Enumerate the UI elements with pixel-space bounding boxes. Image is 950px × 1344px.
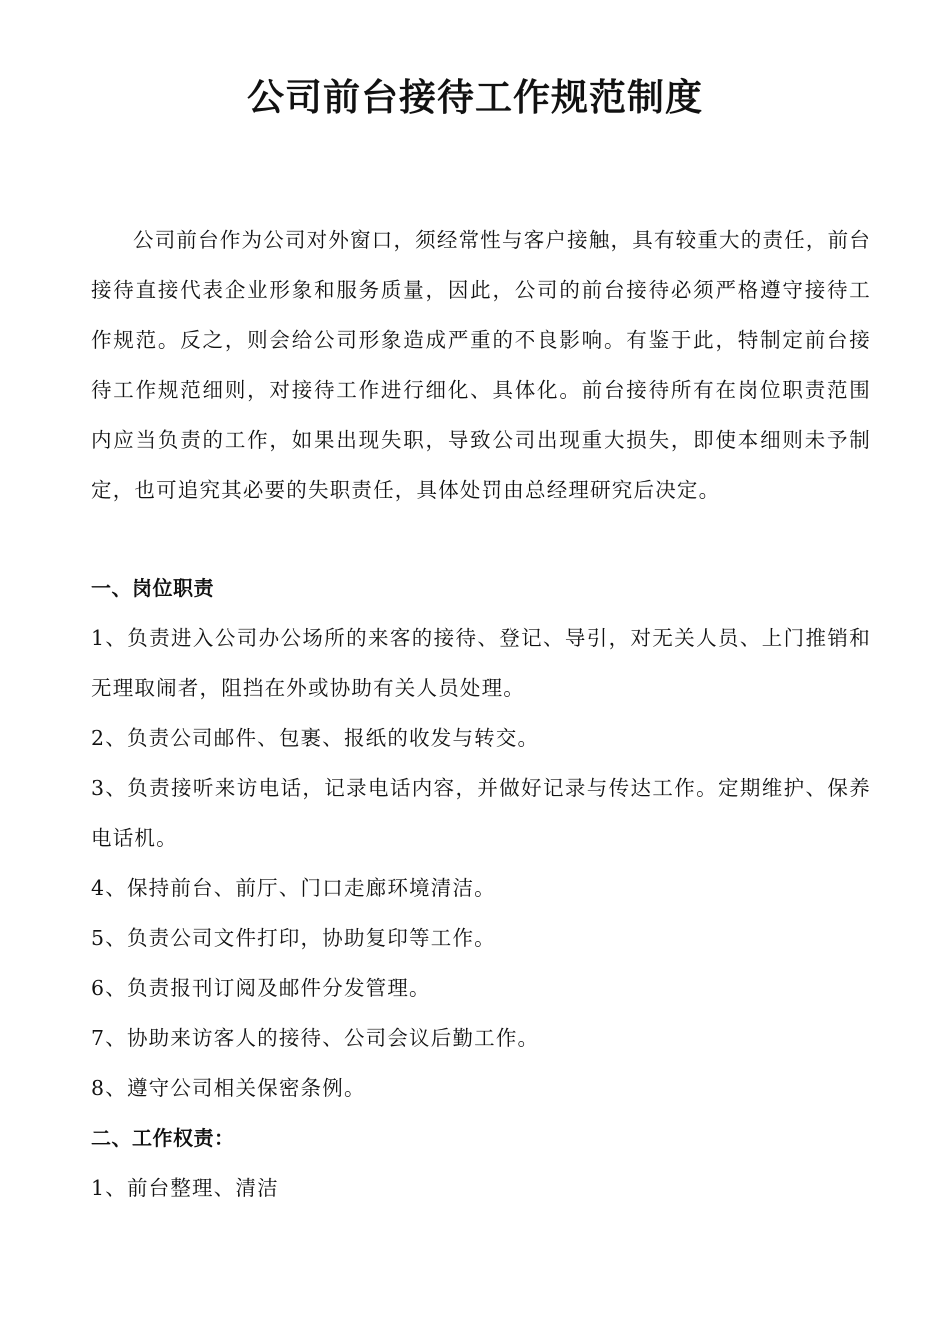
duties-list: [91, 613, 871, 1113]
list-item: 1、负责进入公司办公场所的来客的接待、登记、导引，对无关人员、上门推销和无理取闹者，阻挡在外或协助有关人员处理。: [91, 626, 871, 700]
list-item: 3、负责接听来访电话，记录电话内容，并做好记录与传达工作。定期维护、保养电话机。: [91, 776, 871, 850]
list-item: 5、负责公司文件打印，协助复印等工作。: [91, 926, 496, 950]
rights-list: [91, 1163, 871, 1213]
list-item: 6、负责报刊订阅及邮件分发管理。: [91, 976, 431, 1000]
list-item: 4、保持前台、前厅、门口走廊环境清洁。: [91, 876, 496, 900]
document-title: 公司前台接待工作规范制度: [247, 76, 703, 119]
list-item: 2、负责公司邮件、包裹、报纸的收发与转交。: [91, 726, 540, 750]
section-heading-rights: 二、工作权责：: [91, 1126, 235, 1150]
document-body: [91, 563, 871, 1213]
intro-paragraph: 公司前台作为公司对外窗口，须经常性与客户接触，具有较重大的责任，前台接待直接代表企业形象和服务质量，因此，公司的前台接待必须严格遵守接待工作规范。反之，则会给公司形象造成严重的不良影响。有鉴于此，特制定前台接待工作规范细则，对接待工作进行细化、具体化。前台接待所有在岗位职责范围内应当负责的工作，如果出现失职，导致公司出现重大损失，即使本细则未予制定，也可追究其必要的失职责任，具体处罚由总经理研究后决定。: [91, 228, 871, 502]
list-item: 1、前台整理、清洁: [91, 1176, 279, 1200]
list-item: 7、协助来访客人的接待、公司会议后勤工作。: [91, 1026, 540, 1050]
list-item: 8、遵守公司相关保密条例。: [91, 1076, 366, 1100]
section-heading-duties: 一、岗位职责: [91, 576, 214, 600]
